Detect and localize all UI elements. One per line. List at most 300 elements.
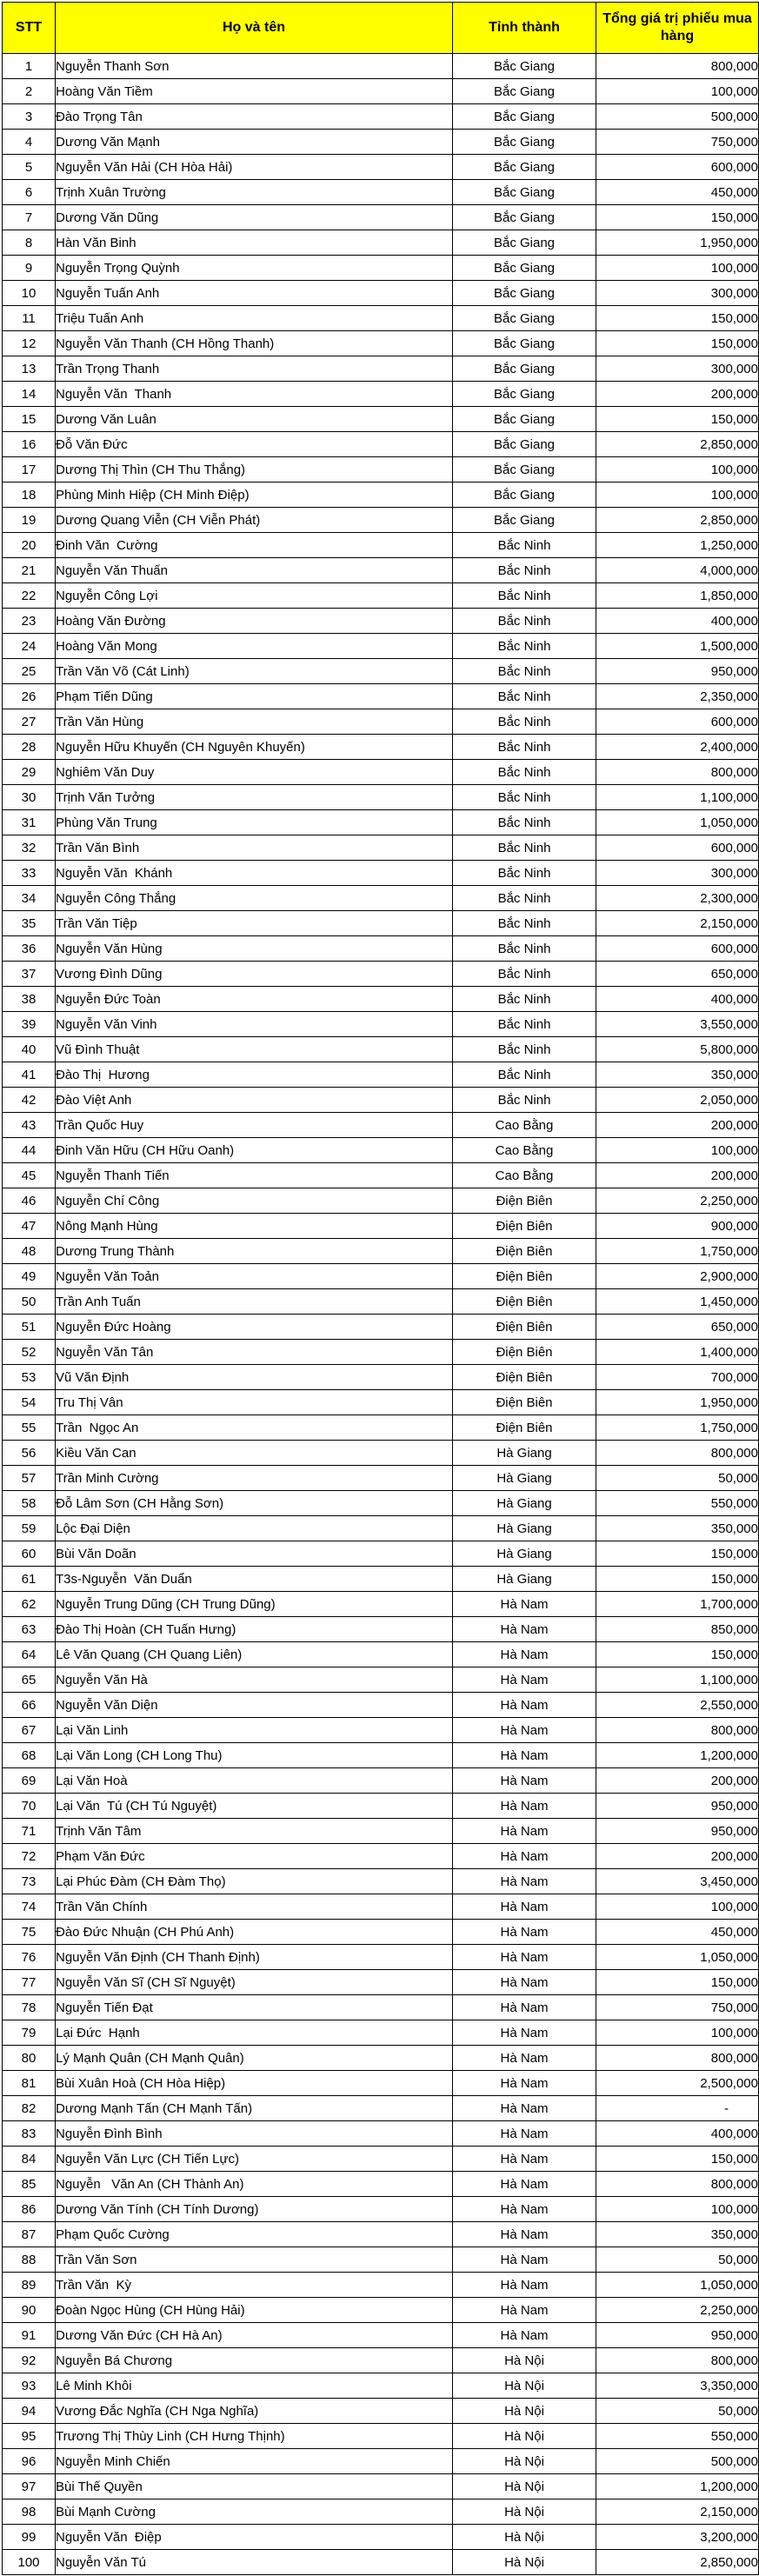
table-row[interactable] xyxy=(3,1844,759,1869)
name-cell[interactable]: Vương Đình Dũng xyxy=(56,962,453,987)
province-cell[interactable]: Hà Nam xyxy=(453,1718,596,1743)
value-cell[interactable]: - xyxy=(596,2096,759,2121)
name-cell[interactable]: Nguyễn Văn Lực (CH Tiến Lực) xyxy=(56,2147,453,2172)
name-cell[interactable]: Trịnh Văn Tưởng xyxy=(56,785,453,810)
row-number-cell[interactable]: 55 xyxy=(3,1415,56,1441)
value-cell[interactable]: 600,000 xyxy=(596,155,759,180)
value-cell[interactable]: 400,000 xyxy=(596,609,759,634)
name-cell[interactable]: Nguyễn Văn Tú xyxy=(56,2550,453,2575)
table-row[interactable] xyxy=(3,2525,759,2550)
table-row[interactable] xyxy=(3,2273,759,2298)
row-number-cell[interactable]: 67 xyxy=(3,1718,56,1743)
table-row[interactable] xyxy=(3,886,759,911)
province-cell[interactable]: Hà Nam xyxy=(453,1819,596,1844)
row-number-cell[interactable]: 57 xyxy=(3,1466,56,1491)
table-row[interactable] xyxy=(3,861,759,886)
table-row[interactable] xyxy=(3,2147,759,2172)
table-row[interactable] xyxy=(3,2172,759,2197)
name-cell[interactable]: Vũ Đình Thuật xyxy=(56,1037,453,1062)
province-cell[interactable]: Bắc Giang xyxy=(453,306,596,331)
value-cell[interactable]: 2,250,000 xyxy=(596,1188,759,1214)
row-number-cell[interactable]: 63 xyxy=(3,1617,56,1642)
table-row[interactable] xyxy=(3,1012,759,1037)
row-number-cell[interactable]: 14 xyxy=(3,382,56,407)
value-cell[interactable]: 100,000 xyxy=(596,1894,759,1920)
value-cell[interactable]: 200,000 xyxy=(596,1163,759,1188)
row-number-cell[interactable]: 29 xyxy=(3,760,56,785)
table-row[interactable] xyxy=(3,1541,759,1567)
name-cell[interactable]: Nguyễn Văn Vinh xyxy=(56,1012,453,1037)
row-number-cell[interactable]: 13 xyxy=(3,356,56,382)
province-cell[interactable]: Bắc Giang xyxy=(453,281,596,306)
province-cell[interactable]: Hà Nam xyxy=(453,1617,596,1642)
value-cell[interactable]: 50,000 xyxy=(596,1466,759,1491)
row-number-cell[interactable]: 30 xyxy=(3,785,56,810)
row-number-cell[interactable]: 7 xyxy=(3,205,56,230)
value-cell[interactable]: 200,000 xyxy=(596,1768,759,1794)
province-cell[interactable]: Điện Biên xyxy=(453,1390,596,1415)
value-cell[interactable]: 4,000,000 xyxy=(596,558,759,583)
table-row[interactable] xyxy=(3,79,759,104)
name-cell[interactable]: Hoàng Văn Tiềm xyxy=(56,79,453,104)
row-number-cell[interactable]: 48 xyxy=(3,1239,56,1264)
name-cell[interactable]: Nguyễn Hữu Khuyến (CH Nguyên Khuyến) xyxy=(56,735,453,760)
table-row[interactable] xyxy=(3,457,759,483)
row-number-cell[interactable]: 86 xyxy=(3,2197,56,2222)
row-number-cell[interactable]: 23 xyxy=(3,609,56,634)
row-number-cell[interactable]: 1 xyxy=(3,54,56,79)
name-cell[interactable]: Nguyễn Công Thắng xyxy=(56,886,453,911)
table-row[interactable] xyxy=(3,1264,759,1289)
province-cell[interactable]: Hà Nam xyxy=(453,2222,596,2247)
value-cell[interactable]: 900,000 xyxy=(596,1214,759,1239)
value-cell[interactable]: 800,000 xyxy=(596,2348,759,2373)
name-cell[interactable]: Đào Việt Anh xyxy=(56,1088,453,1113)
value-cell[interactable]: 5,800,000 xyxy=(596,1037,759,1062)
value-cell[interactable]: 3,200,000 xyxy=(596,2525,759,2550)
row-number-cell[interactable]: 35 xyxy=(3,911,56,936)
name-cell[interactable]: Nguyễn Văn Khánh xyxy=(56,861,453,886)
value-cell[interactable]: 600,000 xyxy=(596,709,759,735)
name-cell[interactable]: Dương Văn Luân xyxy=(56,407,453,432)
name-cell[interactable]: Dương Văn Tính (CH Tính Dương) xyxy=(56,2197,453,2222)
name-cell[interactable]: Nghiêm Văn Duy xyxy=(56,760,453,785)
row-number-cell[interactable]: 50 xyxy=(3,1289,56,1315)
name-cell[interactable]: Đào Thị Hoàn (CH Tuấn Hưng) xyxy=(56,1617,453,1642)
table-row[interactable] xyxy=(3,205,759,230)
province-cell[interactable]: Bắc Giang xyxy=(453,407,596,432)
name-cell[interactable]: Bùi Mạnh Cường xyxy=(56,2499,453,2525)
province-cell[interactable]: Hà Nam xyxy=(453,1970,596,1995)
value-cell[interactable]: 100,000 xyxy=(596,483,759,508)
province-cell[interactable]: Bắc Ninh xyxy=(453,785,596,810)
province-cell[interactable]: Bắc Giang xyxy=(453,432,596,457)
value-cell[interactable]: 150,000 xyxy=(596,2147,759,2172)
province-cell[interactable]: Hà Nam xyxy=(453,2121,596,2147)
table-row[interactable] xyxy=(3,1768,759,1794)
table-row[interactable] xyxy=(3,609,759,634)
table-row[interactable] xyxy=(3,1088,759,1113)
table-row[interactable] xyxy=(3,1188,759,1214)
value-cell[interactable]: 2,850,000 xyxy=(596,508,759,533)
row-number-cell[interactable]: 77 xyxy=(3,1970,56,1995)
province-cell[interactable]: Hà Nam xyxy=(453,2046,596,2071)
row-number-cell[interactable]: 32 xyxy=(3,835,56,861)
row-number-cell[interactable]: 37 xyxy=(3,962,56,987)
name-cell[interactable]: Dương Văn Mạnh xyxy=(56,130,453,155)
value-cell[interactable]: 150,000 xyxy=(596,1970,759,1995)
table-row[interactable] xyxy=(3,2499,759,2525)
value-cell[interactable]: 400,000 xyxy=(596,987,759,1012)
value-cell[interactable]: 1,950,000 xyxy=(596,230,759,256)
province-cell[interactable]: Bắc Ninh xyxy=(453,609,596,634)
province-cell[interactable]: Bắc Ninh xyxy=(453,558,596,583)
value-cell[interactable]: 100,000 xyxy=(596,1138,759,1163)
name-cell[interactable]: Vương Đắc Nghĩa (CH Nga Nghĩa) xyxy=(56,2399,453,2424)
value-cell[interactable]: 2,300,000 xyxy=(596,886,759,911)
row-number-cell[interactable]: 34 xyxy=(3,886,56,911)
table-row[interactable] xyxy=(3,1995,759,2020)
value-cell[interactable]: 150,000 xyxy=(596,331,759,356)
name-cell[interactable]: Nguyễn Thanh Sơn xyxy=(56,54,453,79)
table-row[interactable] xyxy=(3,2121,759,2147)
province-cell[interactable]: Hà Nội xyxy=(453,2399,596,2424)
header-cell-total[interactable]: Tổng giá trị phiếu mua hàng xyxy=(596,3,759,54)
table-row[interactable] xyxy=(3,407,759,432)
name-cell[interactable]: Lại Văn Linh xyxy=(56,1718,453,1743)
province-cell[interactable]: Hà Nam xyxy=(453,1920,596,1945)
row-number-cell[interactable]: 71 xyxy=(3,1819,56,1844)
table-row[interactable] xyxy=(3,256,759,281)
row-number-cell[interactable]: 10 xyxy=(3,281,56,306)
table-row[interactable] xyxy=(3,2348,759,2373)
value-cell[interactable]: 1,200,000 xyxy=(596,2474,759,2499)
row-number-cell[interactable]: 20 xyxy=(3,533,56,558)
province-cell[interactable]: Bắc Ninh xyxy=(453,583,596,609)
province-cell[interactable]: Điện Biên xyxy=(453,1415,596,1441)
name-cell[interactable]: Kiều Văn Can xyxy=(56,1441,453,1466)
name-cell[interactable]: Phạm Tiến Dũng xyxy=(56,684,453,709)
province-cell[interactable]: Hà Nội xyxy=(453,2474,596,2499)
row-number-cell[interactable]: 61 xyxy=(3,1567,56,1592)
row-number-cell[interactable]: 17 xyxy=(3,457,56,483)
table-row[interactable] xyxy=(3,2474,759,2499)
table-row[interactable] xyxy=(3,2550,759,2575)
province-cell[interactable]: Hà Nam xyxy=(453,1743,596,1768)
name-cell[interactable]: Hoàng Văn Mong xyxy=(56,634,453,659)
name-cell[interactable]: Đào Thị Hương xyxy=(56,1062,453,1088)
value-cell[interactable]: 1,400,000 xyxy=(596,1340,759,1365)
name-cell[interactable]: Dương Văn Dũng xyxy=(56,205,453,230)
table-row[interactable] xyxy=(3,1415,759,1441)
row-number-cell[interactable]: 16 xyxy=(3,432,56,457)
name-cell[interactable]: Dương Thị Thìn (CH Thu Thắng) xyxy=(56,457,453,483)
value-cell[interactable]: 2,250,000 xyxy=(596,2298,759,2323)
table-row[interactable] xyxy=(3,835,759,861)
table-row[interactable] xyxy=(3,987,759,1012)
value-cell[interactable]: 150,000 xyxy=(596,1567,759,1592)
name-cell[interactable]: Lại Phúc Đàm (CH Đàm Thọ) xyxy=(56,1869,453,1894)
name-cell[interactable]: Dương Quang Viễn (CH Viễn Phát) xyxy=(56,508,453,533)
name-cell[interactable]: Trần Văn Chính xyxy=(56,1894,453,1920)
value-cell[interactable]: 2,550,000 xyxy=(596,1693,759,1718)
table-row[interactable] xyxy=(3,785,759,810)
row-number-cell[interactable]: 60 xyxy=(3,1541,56,1567)
value-cell[interactable]: 450,000 xyxy=(596,180,759,205)
province-cell[interactable]: Bắc Ninh xyxy=(453,861,596,886)
table-row[interactable] xyxy=(3,1592,759,1617)
value-cell[interactable]: 1,100,000 xyxy=(596,785,759,810)
table-row[interactable] xyxy=(3,1794,759,1819)
table-row[interactable] xyxy=(3,1365,759,1390)
value-cell[interactable]: 1,500,000 xyxy=(596,634,759,659)
value-cell[interactable]: 300,000 xyxy=(596,861,759,886)
table-row[interactable] xyxy=(3,583,759,609)
row-number-cell[interactable]: 36 xyxy=(3,936,56,962)
name-cell[interactable]: Lại Văn Hoà xyxy=(56,1768,453,1794)
table-row[interactable] xyxy=(3,356,759,382)
name-cell[interactable]: Nguyễn Đình Bình xyxy=(56,2121,453,2147)
row-number-cell[interactable]: 95 xyxy=(3,2424,56,2449)
name-cell[interactable]: Hoàng Văn Đường xyxy=(56,609,453,634)
province-cell[interactable]: Hà Nội xyxy=(453,2550,596,2575)
province-cell[interactable]: Bắc Ninh xyxy=(453,709,596,735)
value-cell[interactable]: 150,000 xyxy=(596,407,759,432)
row-number-cell[interactable]: 97 xyxy=(3,2474,56,2499)
province-cell[interactable]: Điện Biên xyxy=(453,1315,596,1340)
value-cell[interactable]: 50,000 xyxy=(596,2399,759,2424)
value-cell[interactable]: 800,000 xyxy=(596,2046,759,2071)
value-cell[interactable]: 2,150,000 xyxy=(596,2499,759,2525)
row-number-cell[interactable]: 22 xyxy=(3,583,56,609)
row-number-cell[interactable]: 80 xyxy=(3,2046,56,2071)
row-number-cell[interactable]: 99 xyxy=(3,2525,56,2550)
row-number-cell[interactable]: 64 xyxy=(3,1642,56,1667)
table-row[interactable] xyxy=(3,1390,759,1415)
row-number-cell[interactable]: 78 xyxy=(3,1995,56,2020)
row-number-cell[interactable]: 84 xyxy=(3,2147,56,2172)
province-cell[interactable]: Bắc Ninh xyxy=(453,911,596,936)
province-cell[interactable]: Hà Nam xyxy=(453,1794,596,1819)
name-cell[interactable]: Lại Đức Hạnh xyxy=(56,2020,453,2046)
table-row[interactable] xyxy=(3,1970,759,1995)
value-cell[interactable]: 300,000 xyxy=(596,356,759,382)
name-cell[interactable]: Đào Trọng Tân xyxy=(56,104,453,130)
value-cell[interactable]: 150,000 xyxy=(596,205,759,230)
province-cell[interactable]: Hà Nam xyxy=(453,2147,596,2172)
row-number-cell[interactable]: 33 xyxy=(3,861,56,886)
table-row[interactable] xyxy=(3,1642,759,1667)
row-number-cell[interactable]: 90 xyxy=(3,2298,56,2323)
table-row[interactable] xyxy=(3,1037,759,1062)
value-cell[interactable]: 1,450,000 xyxy=(596,1289,759,1315)
province-cell[interactable]: Hà Giang xyxy=(453,1541,596,1567)
value-cell[interactable]: 750,000 xyxy=(596,1995,759,2020)
row-number-cell[interactable]: 38 xyxy=(3,987,56,1012)
province-cell[interactable]: Hà Nam xyxy=(453,1693,596,1718)
table-row[interactable] xyxy=(3,1894,759,1920)
value-cell[interactable]: 150,000 xyxy=(596,306,759,331)
province-cell[interactable]: Điện Biên xyxy=(453,1239,596,1264)
province-cell[interactable]: Hà Giang xyxy=(453,1516,596,1541)
name-cell[interactable]: Lại Văn Tú (CH Tú Nguyệt) xyxy=(56,1794,453,1819)
table-row[interactable] xyxy=(3,1315,759,1340)
row-number-cell[interactable]: 25 xyxy=(3,659,56,684)
value-cell[interactable]: 150,000 xyxy=(596,1642,759,1667)
row-number-cell[interactable]: 58 xyxy=(3,1491,56,1516)
name-cell[interactable]: Nguyễn Tiến Đạt xyxy=(56,1995,453,2020)
name-cell[interactable]: Nguyễn Thanh Tiến xyxy=(56,1163,453,1188)
row-number-cell[interactable]: 51 xyxy=(3,1315,56,1340)
province-cell[interactable]: Hà Nội xyxy=(453,2373,596,2399)
name-cell[interactable]: Tru Thị Vân xyxy=(56,1390,453,1415)
table-row[interactable] xyxy=(3,1945,759,1970)
value-cell[interactable]: 350,000 xyxy=(596,2222,759,2247)
row-number-cell[interactable]: 76 xyxy=(3,1945,56,1970)
row-number-cell[interactable]: 75 xyxy=(3,1920,56,1945)
table-row[interactable] xyxy=(3,2096,759,2121)
row-number-cell[interactable]: 59 xyxy=(3,1516,56,1541)
row-number-cell[interactable]: 47 xyxy=(3,1214,56,1239)
row-number-cell[interactable]: 56 xyxy=(3,1441,56,1466)
province-cell[interactable]: Hà Nam xyxy=(453,1869,596,1894)
value-cell[interactable]: 800,000 xyxy=(596,760,759,785)
table-row[interactable] xyxy=(3,1340,759,1365)
province-cell[interactable]: Bắc Ninh xyxy=(453,533,596,558)
row-number-cell[interactable]: 53 xyxy=(3,1365,56,1390)
value-cell[interactable]: 950,000 xyxy=(596,659,759,684)
row-number-cell[interactable]: 54 xyxy=(3,1390,56,1415)
name-cell[interactable]: Bùi Thế Quyền xyxy=(56,2474,453,2499)
table-row[interactable] xyxy=(3,2247,759,2273)
value-cell[interactable]: 1,200,000 xyxy=(596,1743,759,1768)
row-number-cell[interactable]: 81 xyxy=(3,2071,56,2096)
province-cell[interactable]: Bắc Ninh xyxy=(453,886,596,911)
name-cell[interactable]: Nguyễn Văn Hùng xyxy=(56,936,453,962)
value-cell[interactable]: 100,000 xyxy=(596,79,759,104)
row-number-cell[interactable]: 68 xyxy=(3,1743,56,1768)
value-cell[interactable]: 50,000 xyxy=(596,2247,759,2273)
table-row[interactable] xyxy=(3,2449,759,2474)
value-cell[interactable]: 200,000 xyxy=(596,1844,759,1869)
value-cell[interactable]: 1,700,000 xyxy=(596,1592,759,1617)
province-cell[interactable]: Điện Biên xyxy=(453,1365,596,1390)
province-cell[interactable]: Bắc Ninh xyxy=(453,835,596,861)
province-cell[interactable]: Hà Nam xyxy=(453,1642,596,1667)
row-number-cell[interactable]: 28 xyxy=(3,735,56,760)
table-row[interactable] xyxy=(3,281,759,306)
row-number-cell[interactable]: 72 xyxy=(3,1844,56,1869)
table-row[interactable] xyxy=(3,709,759,735)
value-cell[interactable]: 950,000 xyxy=(596,2323,759,2348)
name-cell[interactable]: Nguyễn Văn Định (CH Thanh Định) xyxy=(56,1945,453,1970)
province-cell[interactable]: Bắc Giang xyxy=(453,331,596,356)
province-cell[interactable]: Hà Nam xyxy=(453,2298,596,2323)
header-cell-name[interactable]: Họ và tên xyxy=(56,3,453,54)
value-cell[interactable]: 2,150,000 xyxy=(596,911,759,936)
province-cell[interactable]: Bắc Giang xyxy=(453,180,596,205)
row-number-cell[interactable]: 8 xyxy=(3,230,56,256)
row-number-cell[interactable]: 3 xyxy=(3,104,56,130)
row-number-cell[interactable]: 94 xyxy=(3,2399,56,2424)
value-cell[interactable]: 500,000 xyxy=(596,2449,759,2474)
name-cell[interactable]: Đoàn Ngọc Hùng (CH Hùng Hải) xyxy=(56,2298,453,2323)
table-row[interactable] xyxy=(3,1062,759,1088)
name-cell[interactable]: Trần Ngọc An xyxy=(56,1415,453,1441)
name-cell[interactable]: Nông Mạnh Hùng xyxy=(56,1214,453,1239)
value-cell[interactable]: 1,250,000 xyxy=(596,533,759,558)
row-number-cell[interactable]: 21 xyxy=(3,558,56,583)
name-cell[interactable]: Nguyễn Văn Tân xyxy=(56,1340,453,1365)
value-cell[interactable]: 200,000 xyxy=(596,1113,759,1138)
row-number-cell[interactable]: 91 xyxy=(3,2323,56,2348)
value-cell[interactable]: 2,500,000 xyxy=(596,2071,759,2096)
row-number-cell[interactable]: 39 xyxy=(3,1012,56,1037)
name-cell[interactable]: Trần Văn Kỳ xyxy=(56,2273,453,2298)
province-cell[interactable]: Bắc Ninh xyxy=(453,936,596,962)
value-cell[interactable]: 300,000 xyxy=(596,281,759,306)
name-cell[interactable]: Trần Anh Tuấn xyxy=(56,1289,453,1315)
table-row[interactable] xyxy=(3,382,759,407)
value-cell[interactable]: 200,000 xyxy=(596,382,759,407)
table-row[interactable] xyxy=(3,962,759,987)
table-row[interactable] xyxy=(3,1163,759,1188)
value-cell[interactable]: 2,900,000 xyxy=(596,1264,759,1289)
province-cell[interactable]: Điện Biên xyxy=(453,1214,596,1239)
value-cell[interactable]: 150,000 xyxy=(596,1541,759,1567)
name-cell[interactable]: Nguyễn Văn Hải (CH Hòa Hải) xyxy=(56,155,453,180)
name-cell[interactable]: Nguyễn Văn Hà xyxy=(56,1667,453,1693)
province-cell[interactable]: Hà Nam xyxy=(453,2247,596,2273)
province-cell[interactable]: Bắc Giang xyxy=(453,230,596,256)
value-cell[interactable]: 1,850,000 xyxy=(596,583,759,609)
name-cell[interactable]: Hàn Văn Binh xyxy=(56,230,453,256)
value-cell[interactable]: 650,000 xyxy=(596,1315,759,1340)
province-cell[interactable]: Bắc Ninh xyxy=(453,1088,596,1113)
table-row[interactable] xyxy=(3,1516,759,1541)
table-row[interactable] xyxy=(3,1441,759,1466)
row-number-cell[interactable]: 85 xyxy=(3,2172,56,2197)
name-cell[interactable]: Nguyễn Đức Toàn xyxy=(56,987,453,1012)
table-row[interactable] xyxy=(3,432,759,457)
row-number-cell[interactable]: 6 xyxy=(3,180,56,205)
value-cell[interactable]: 350,000 xyxy=(596,1516,759,1541)
name-cell[interactable]: T3s-Nguyễn Văn Duẩn xyxy=(56,1567,453,1592)
row-number-cell[interactable]: 73 xyxy=(3,1869,56,1894)
name-cell[interactable]: Nguyễn Văn Sĩ (CH Sĩ Nguyệt) xyxy=(56,1970,453,1995)
table-row[interactable] xyxy=(3,735,759,760)
province-cell[interactable]: Hà Nam xyxy=(453,1995,596,2020)
name-cell[interactable]: Nguyễn Đức Hoàng xyxy=(56,1315,453,1340)
table-row[interactable] xyxy=(3,2399,759,2424)
name-cell[interactable]: Phạm Văn Đức xyxy=(56,1844,453,1869)
province-cell[interactable]: Hà Nam xyxy=(453,1844,596,1869)
row-number-cell[interactable]: 88 xyxy=(3,2247,56,2273)
name-cell[interactable]: Trần Quốc Huy xyxy=(56,1113,453,1138)
name-cell[interactable]: Phùng Minh Hiệp (CH Minh Điệp) xyxy=(56,483,453,508)
table-row[interactable] xyxy=(3,1718,759,1743)
table-row[interactable] xyxy=(3,180,759,205)
province-cell[interactable]: Hà Nam xyxy=(453,2197,596,2222)
table-row[interactable] xyxy=(3,1819,759,1844)
value-cell[interactable]: 2,050,000 xyxy=(596,1088,759,1113)
province-cell[interactable]: Bắc Giang xyxy=(453,79,596,104)
province-cell[interactable]: Hà Nam xyxy=(453,1667,596,1693)
table-row[interactable] xyxy=(3,2222,759,2247)
row-number-cell[interactable]: 5 xyxy=(3,155,56,180)
row-number-cell[interactable]: 12 xyxy=(3,331,56,356)
name-cell[interactable]: Phùng Văn Trung xyxy=(56,810,453,835)
